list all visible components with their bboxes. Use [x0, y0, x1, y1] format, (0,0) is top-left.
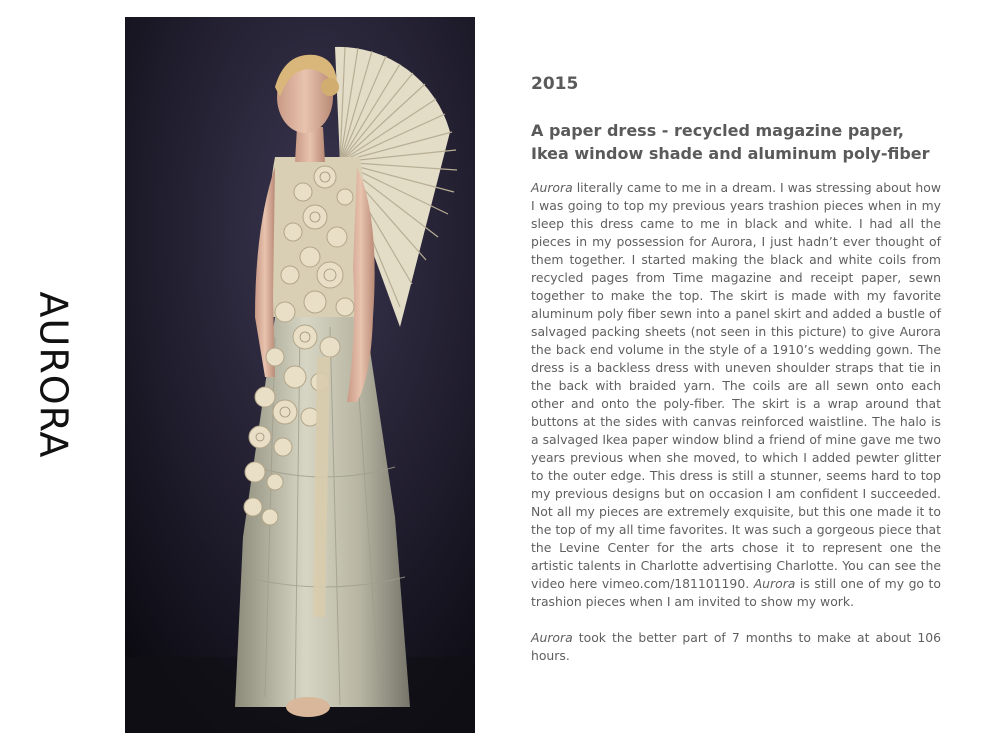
description-column	[531, 74, 941, 665]
page-title: AURORA	[31, 291, 76, 459]
dress-name-italic: Aurora	[753, 576, 796, 591]
page-title-vertical	[28, 280, 78, 470]
description-paragraph-time	[531, 629, 941, 665]
description-text: is still one of my go to trashion pieces when I am invited to show my work.	[531, 576, 941, 609]
description-text: took the better part of 7 months to make at about 106 hours.	[531, 630, 941, 663]
dress-name-italic: Aurora	[531, 180, 573, 195]
dress-subtitle: A paper dress - recycled magazine paper, Ikea window shade and aluminum poly-fiber	[531, 121, 930, 163]
year-heading: 2015	[531, 74, 579, 94]
dress-photo	[125, 17, 475, 733]
description-text: literally came to me in a dream. I was stressing about how I was going to top my previous years trashion pieces when in my sleep this dress came to me in black and white. I had all the pieces in my possession for Aurora, I just hadn’t ever thought of them together. I started making the black and white coils from recycled pages from Time magazine and receipt paper, sewn together to make the top. The skirt is made with my favorite aluminum poly fiber sewn into a panel skirt and added a bustle of salvaged packing sheets (not seen in this picture) to give Aurora the back end volume in the style of a 1910’s wedding gown. The dress is a backless dress with uneven shoulder straps that tie in the back with braided yarn. The coils are all sewn onto each other and onto the poly-fiber. The skirt is a wrap around that buttons at the sides with canvas reinforced waistline. The halo is a salvaged Ikea paper window blind a friend of mine gave me two years previous when she moved, to which I added pewter glitter to the outer edge. This dress is still a stunner, seems hard to top my previous designs but on occasion I am confident I succeeded. Not all my pieces are extremely exquisite, but this one made it to the top of my all time favorites. It was such a gorgeous piece that the Levine Center for the arts chose it to represent one the artistic talents in Charlotte advertising Charlotte. You can see the video here vimeo.com/181101190.	[531, 180, 941, 591]
description-paragraph	[531, 179, 941, 611]
dress-name-italic: Aurora	[531, 630, 573, 645]
